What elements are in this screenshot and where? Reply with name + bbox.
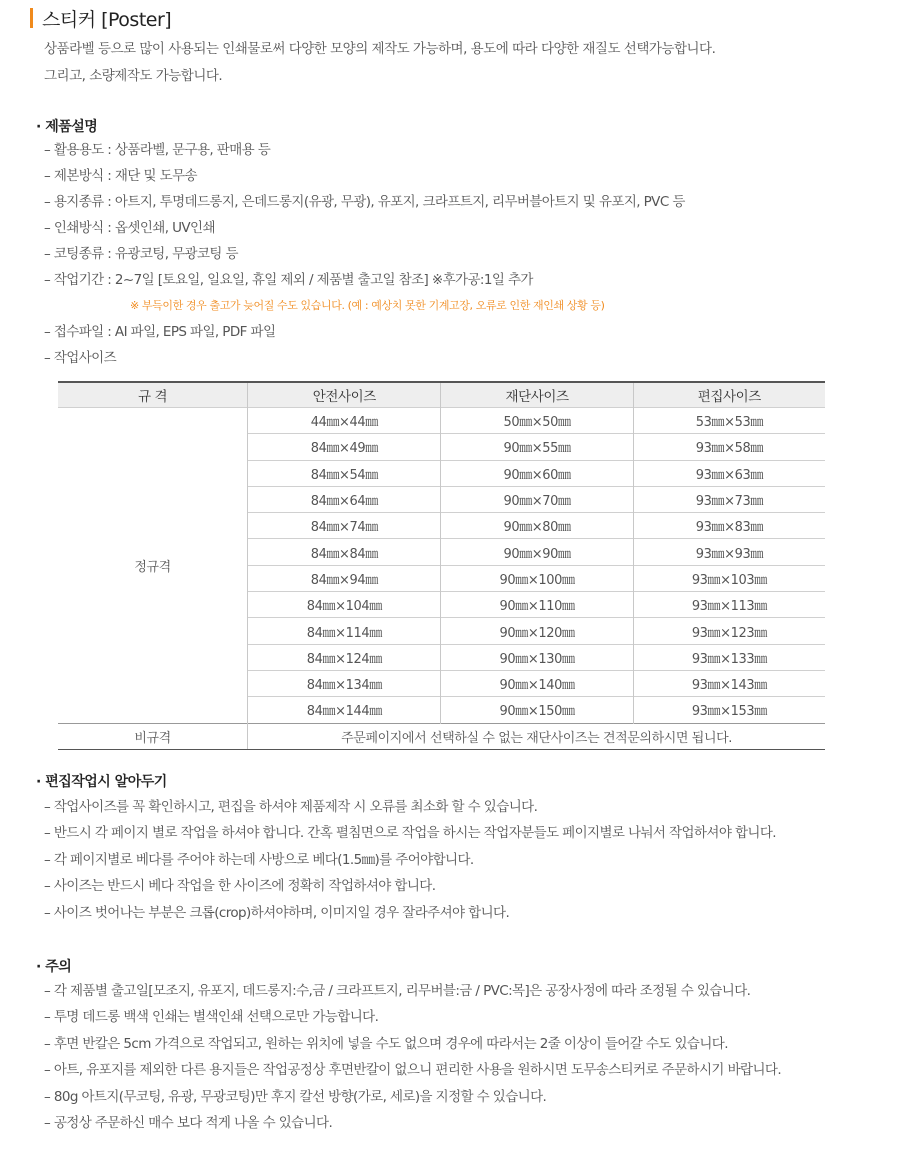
list-item: – 코팅종류 : 유광코팅, 무광코팅 등 [44,246,238,262]
cut-size-cell: 90㎜×120㎜ [441,618,633,644]
edit-size-cell: 93㎜×58㎜ [633,434,825,460]
safe-size-cell: 84㎜×54㎜ [248,460,441,486]
edit-size-cell: 93㎜×123㎜ [633,618,825,644]
list-item: – 용지종류 : 아트지, 투명데드롱지, 은데드롱지(유광, 무광), 유포지, 크라프트지, 리무버블아트지 및 유포지, PVC 등 [44,194,685,210]
intro-text [44,36,715,90]
editing-tips-heading: · 편집작업시 알아두기 [36,774,167,790]
table-row-nonstandard [58,723,825,749]
cut-size-cell: 90㎜×90㎜ [441,539,633,565]
list-item: – 후면 반칼은 5cm 가격으로 작업되고, 원하는 위치에 넣을 수도 없으며 경우에 따라서는 2줄 이상이 들어갈 수도 있습니다. [44,1035,728,1052]
list-item: – 활용용도 : 상품라벨, 문구용, 판매용 등 [44,142,271,158]
list-item: – 작업사이즈를 꼭 확인하시고, 편집을 하셔야 제품제작 시 오류를 최소화 할 수 있습니다. [44,799,538,815]
standard-size-label: 정규격 [58,408,248,724]
safe-size-cell: 84㎜×84㎜ [248,539,441,565]
edit-size-cell: 93㎜×143㎜ [633,670,825,696]
product-desc-list [44,137,685,371]
safe-size-cell: 84㎜×134㎜ [248,670,441,696]
edit-size-cell: 93㎜×73㎜ [633,486,825,512]
list-item: – 투명 데드롱 백색 인쇄는 별색인쇄 선택으로만 가능합니다. [44,1009,379,1026]
cut-size-cell: 90㎜×110㎜ [441,592,633,618]
edit-size-cell: 93㎜×153㎜ [633,697,825,723]
list-item: – 사이즈 벗어나는 부분은 크롭(crop)하셔야하며, 이미지일 경우 잘라주셔야 합니다. [44,904,510,921]
cut-size-cell: 90㎜×80㎜ [441,513,633,539]
edit-size-cell: 93㎜×93㎜ [633,539,825,565]
cut-size-cell: 90㎜×140㎜ [441,670,633,696]
safe-size-cell: 84㎜×94㎜ [248,565,441,591]
safe-size-cell: 84㎜×74㎜ [248,513,441,539]
col-header-spec: 규 격 [58,382,248,408]
title-accent-bar [30,8,33,28]
safe-size-cell: 84㎜×114㎜ [248,618,441,644]
list-item: – 아트, 유포지를 제외한 다른 용지들은 작업공정상 후면반칼이 없으니 편리한 사용을 원하시면 도무송스티커로 주문하시기 바랍니다. [44,1062,782,1079]
table-header-row [58,382,825,408]
list-item: – 인쇄방식 : 옵셋인쇄, UV인쇄 [44,220,215,236]
edit-size-cell: 93㎜×103㎜ [633,565,825,591]
cut-size-cell: 90㎜×60㎜ [441,460,633,486]
list-item: – 각 제품별 출고일[모조지, 유포지, 데드롱지:수,금 / 크라프트지, 리무버블:금 / PVC:목]은 공장사정에 따라 조정될 수 있습니다. [44,983,751,999]
cut-size-cell: 90㎜×100㎜ [441,565,633,591]
intro-line: 상품라벨 등으로 많이 사용되는 인쇄물로써 다양한 모양의 제작도 가능하며, 용도에 따라 다양한 재질도 선택가능합니다. [44,41,716,57]
edit-size-cell: 93㎜×83㎜ [633,513,825,539]
product-desc-heading: · 제품설명 [36,119,98,135]
col-header-safe-size: 안전사이즈 [248,382,441,408]
nonstandard-size-label: 비규격 [58,723,248,749]
edit-size-cell: 93㎜×133㎜ [633,644,825,670]
nonstandard-size-text: 주문페이지에서 선택하실 수 없는 재단사이즈는 견적문의하시면 됩니다. [248,723,825,749]
delay-note: ※ 부득이한 경우 출고가 늦어질 수도 있습니다. (예 : 예상치 못한 기계고장, 오류로 인한 재인쇄 상황 등) [130,299,605,312]
list-item: – 제본방식 : 재단 및 도무송 [44,168,197,184]
cut-size-cell: 90㎜×150㎜ [441,697,633,723]
safe-size-cell: 84㎜×124㎜ [248,644,441,670]
page-title: 스티커 [Poster] [42,8,172,31]
list-item: – 반드시 각 페이지 별로 작업을 하셔야 합니다. 간혹 펼침면으로 작업을 하시는 작업자분들도 페이지별로 나눠서 작업하셔야 합니다. [44,825,776,842]
list-item: – 작업사이즈 [44,350,117,366]
safe-size-cell: 84㎜×64㎜ [248,486,441,512]
editing-tips-list [44,794,776,926]
cut-size-cell: 90㎜×130㎜ [441,644,633,670]
safe-size-cell: 84㎜×144㎜ [248,697,441,723]
col-header-edit-size: 편집사이즈 [633,382,825,408]
edit-size-cell: 53㎜×53㎜ [633,408,825,434]
list-item: – 사이즈는 반드시 베다 작업을 한 사이즈에 정확히 작업하셔야 합니다. [44,878,436,895]
list-item: – 80g 아트지(무코팅, 유광, 무광코팅)만 후지 칼선 방향(가로, 세로)을 지정할 수 있습니다. [44,1088,547,1105]
list-item: – 각 페이지별로 베다를 주어야 하는데 사방으로 베다(1.5㎜)를 주어야합니다. [44,851,474,868]
cut-size-cell: 50㎜×50㎜ [441,408,633,434]
intro-line: 그리고, 소량제작도 가능합니다. [44,68,223,84]
edit-size-cell: 93㎜×113㎜ [633,592,825,618]
table-row [58,408,825,434]
cut-size-cell: 90㎜×70㎜ [441,486,633,512]
caution-list [44,978,781,1136]
caution-heading: · 주의 [36,959,72,975]
list-item: – 작업기간 : 2~7일 [토요일, 일요일, 휴일 제외 / 제품별 출고일 참조] ※후가공:1일 추가 [44,272,533,288]
safe-size-cell: 84㎜×104㎜ [248,592,441,618]
edit-size-cell: 93㎜×63㎜ [633,460,825,486]
safe-size-cell: 44㎜×44㎜ [248,408,441,434]
list-item: – 접수파일 : AI 파일, EPS 파일, PDF 파일 [44,324,276,340]
list-item: – 공정상 주문하신 매수 보다 적게 나올 수 있습니다. [44,1114,333,1131]
col-header-cut-size: 재단사이즈 [441,382,633,408]
page-title-row [30,6,171,30]
safe-size-cell: 84㎜×49㎜ [248,434,441,460]
work-size-table [58,381,825,750]
cut-size-cell: 90㎜×55㎜ [441,434,633,460]
